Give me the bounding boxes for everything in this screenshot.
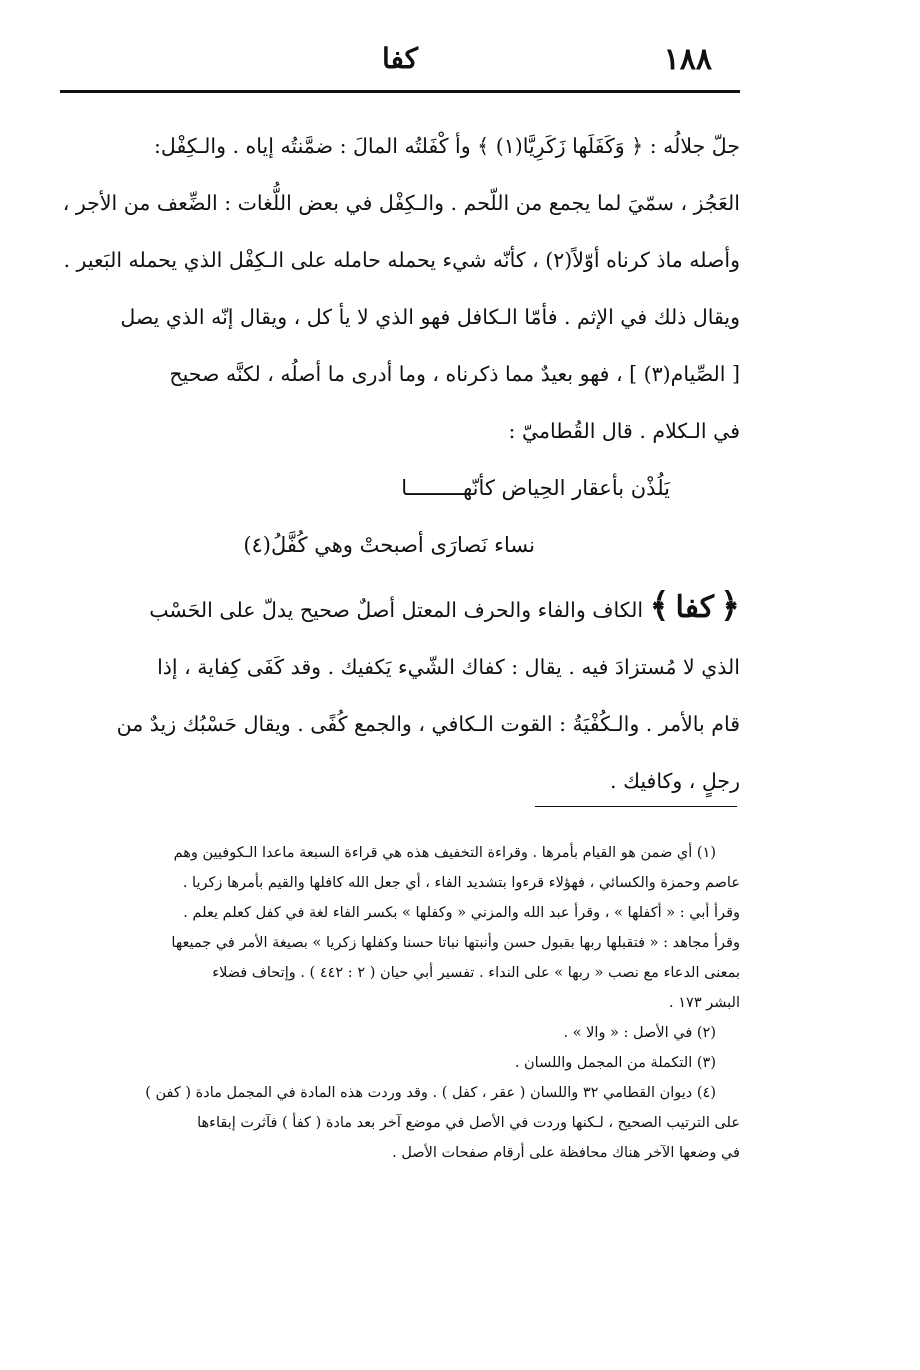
text-line: وأصله ماذ كرناه أوّلاً(٢) ، كأنّه شيء يحمله حامله على الـكِفْل الذي يحمله البَعير .	[63, 248, 740, 272]
running-title: كفا	[381, 42, 419, 75]
footnote-line: البشر ١٧٣ .	[669, 995, 740, 1011]
footnote-line: بمعنى الدعاء مع نصب « ربها » على النداء . تفسير أبي حيان ( ٢ : ٤٤٢ ) . وإتحاف فضلاء	[212, 965, 740, 981]
ornate-bracket-open: ﴿	[720, 586, 740, 626]
page-number: ١٨٨	[663, 42, 712, 77]
verse-hemistich-first: يَلُذْن بأعقار الحِياض كأنّهـــــــــا	[401, 476, 670, 500]
footnote-line: وقرأ مجاهد : « فتقبلها ربها بقبول حسن وأنبتها نباتا حسنا وكفلها زكريا » بصيغة الأمر في جميعها	[171, 935, 740, 951]
footnote-line: (٤) ديوان القطامي ٣٢ واللسان ( عقر ، كفل ) . وقد وردت هذه المادة في المجمل مادة ( كفن )	[145, 1085, 716, 1101]
text-line: ويقال ذلك في الإثم . فأمّا الـكافل فهو الذي لا يأ كل ، ويقال إنّه الذي يصل	[120, 305, 740, 329]
ornate-bracket-close: ﴾	[649, 586, 670, 626]
text-line: في الـكلام . قال القُطاميّ :	[508, 419, 740, 443]
text-line: جلّ جلالُه : ﴿ وَكَفَلَها زَكَرِيَّا(١) ﴾ وأ كْفَلتُه المالَ : ضمَّنتُه إياه . والـكِفْل:	[154, 134, 740, 158]
footnote-block	[55, 838, 740, 1168]
footnote-line: في وضعها الآخر هناك محافظة على أرقام صفحات الأصل .	[392, 1145, 740, 1161]
entry-headword: كفا	[675, 590, 715, 625]
page-header	[60, 40, 740, 80]
entry-first-line	[60, 578, 740, 639]
text-line: قام بالأمر . والـكُفْيَةُ : القوت الـكافي ، والجمع كُفًى . ويقال حَسْبُك زيدٌ من	[116, 712, 740, 736]
text-line: العَجُز ، سمّيَ لما يجمع من اللّحم . والـكِفْل في بعض اللُّغات : الضِّعف من الأجر ،	[62, 191, 740, 215]
footnote-line: (٢) في الأصل : « والا » .	[563, 1025, 716, 1041]
text-line: [ الصِّيام(٣) ] ، فهو بعيدٌ مما ذكرناه ، وما أدرى ما أصلُه ، لكنَّه صحيح	[169, 362, 740, 386]
text-line: الكاف والفاء والحرف المعتل أصلٌ صحيح يدلّ على الحَسْب	[149, 598, 644, 622]
dictionary-entry	[60, 578, 740, 810]
footnotes	[55, 838, 740, 1168]
footnote-line: وقرأ أبي : « أكفلها » ، وقرأ عبد الله والمزني « وكفلها » بكسر الفاء لغة في كفل كعلم يعلم .	[183, 905, 740, 921]
text-line: الذي لا مُستزادَ فيه . يقال : كفاك الشّيء يَكفيك . وقد كَفَى كِفاية ، إذا	[157, 655, 740, 679]
footnote-line: (١) أي ضمن هو القيام بأمرها . وقراءة التخفيف هذه هي قراءة السبعة ماعدا الـكوفيين وهم	[173, 845, 716, 861]
paragraph	[60, 118, 740, 460]
footnote-separator	[535, 806, 737, 807]
footnote-line: على الترتيب الصحيح ، لـكنها وردت في الأصل في موضع آخر بعد مادة ( كفأ ) فآثرت إبقاءها	[197, 1115, 740, 1131]
footnote-line: (٣) التكملة من المجمل واللسان .	[514, 1055, 716, 1071]
verse-hemistich-second: نساء نَصارَى أصبحتْ وهي كُفَّلُ(٤)	[243, 533, 535, 557]
main-text	[60, 118, 740, 810]
header-rule	[60, 90, 740, 93]
text-line: رجلٍ ، وكافيك .	[610, 769, 740, 793]
footnote-line: عاصم وحمزة والكسائي ، فهؤلاء قرءوا بتشديد الفاء ، أي جعل الله كافلها والقيم بأمرها زكريا .	[182, 875, 740, 891]
poetry-verse	[60, 460, 740, 578]
